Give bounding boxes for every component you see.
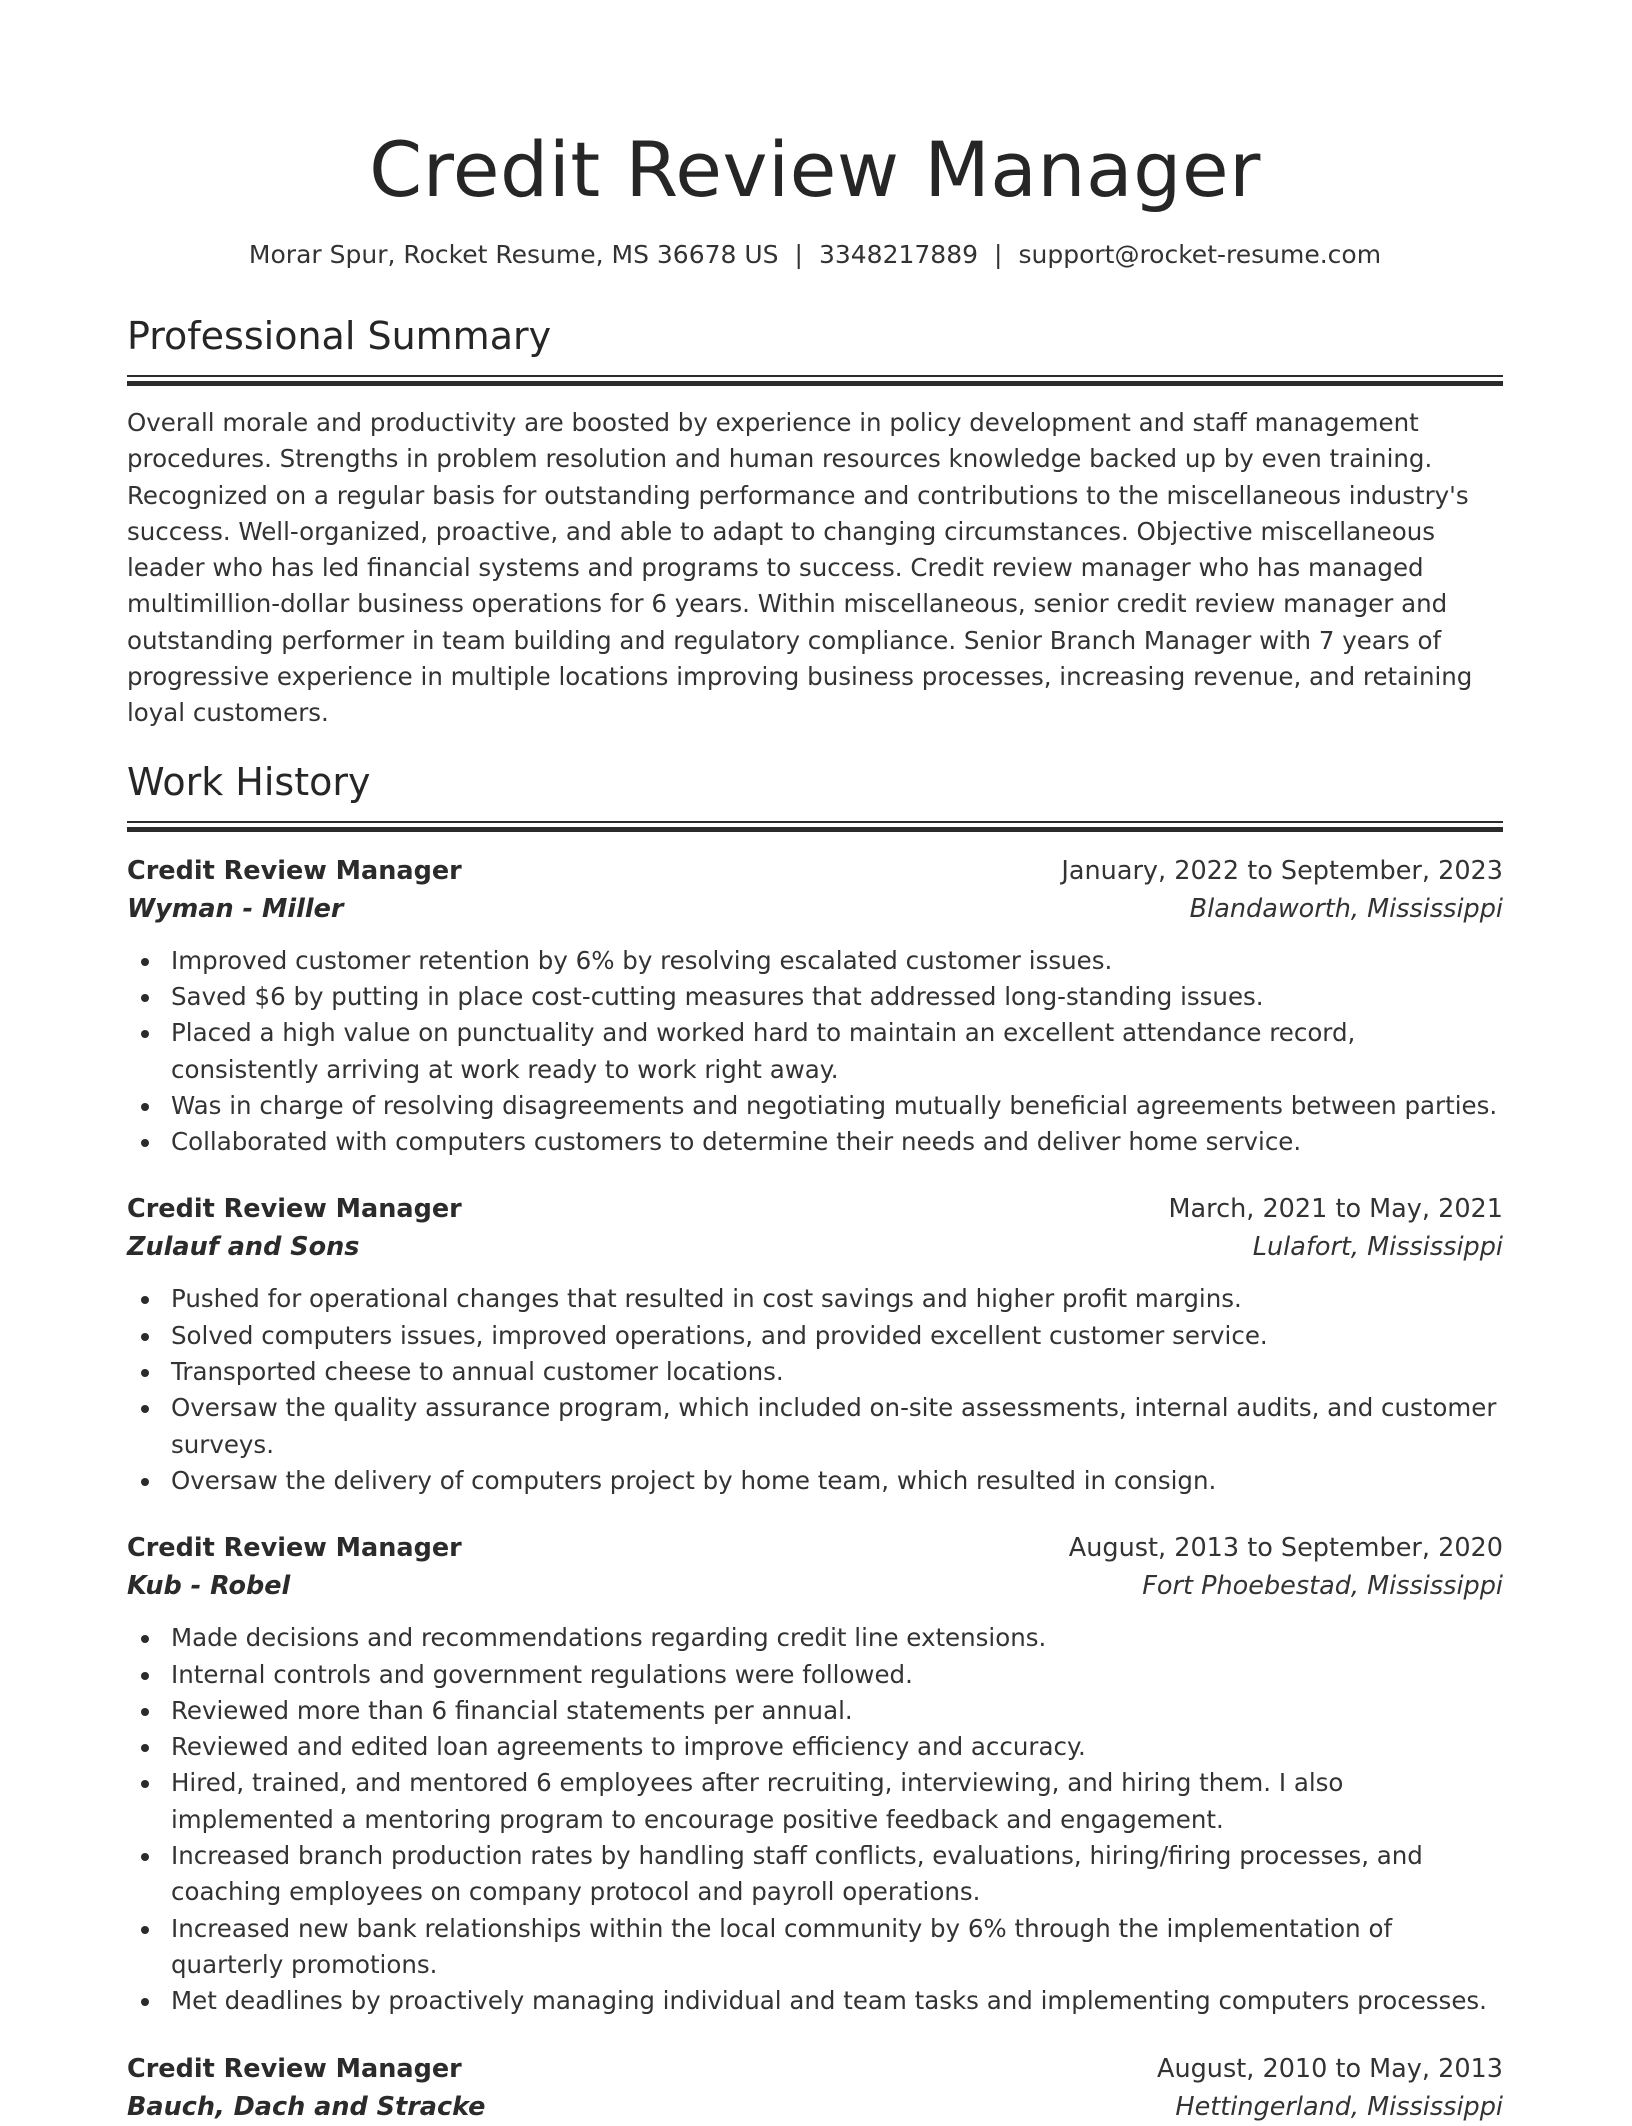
job-dates: January, 2022 to September, 2023 (1061, 855, 1503, 886)
job-bullet: Increased new bank relationships within the local community by 6% through the implementation of quarterly promotions. (127, 1911, 1503, 1984)
job-entry (127, 1529, 1503, 2019)
job-company: Bauch, Dach and Stracke (127, 2091, 486, 2122)
job-location: Lulafort, Mississippi (1252, 1232, 1503, 1263)
job-bullet: Pushed for operational changes that resulted in cost savings and higher profit margins. (127, 1281, 1503, 1317)
job-company: Zulauf and Sons (127, 1232, 360, 1263)
job-bullet: Solved computers issues, improved operations, and provided excellent customer service. (127, 1318, 1503, 1354)
job-location: Hettingerland, Mississippi (1175, 2091, 1503, 2122)
job-company-row (127, 1567, 1503, 1605)
contact-separator: | (994, 240, 1003, 269)
job-bullet: Reviewed and edited loan agreements to improve efficiency and accuracy. (127, 1729, 1503, 1765)
contact-separator: | (794, 240, 803, 269)
job-dates: August, 2013 to September, 2020 (1068, 1533, 1503, 1564)
job-title: Credit Review Manager (127, 1194, 462, 1225)
job-bullet: Saved $6 by putting in place cost-cutting measures that addressed long-standing issues. (127, 979, 1503, 1015)
job-title: Credit Review Manager (127, 2053, 462, 2084)
summary-text: Overall morale and productivity are boosted by experience in policy development and staff management procedures. Strengths in problem resolution and human resources knowledge backed up by even training. Recognized on a regular basis for outstanding performance and contributions to the miscellaneous industry's success. Well-organized, proactive, and able to adapt to changing circumstances. Objective miscellaneous leader who has led financial systems and programs to success. Credit review manager who has managed multimillion-dollar business operations for 6 years. Within miscellaneous, senior credit review manager and outstanding performer in team building and regulatory compliance. Senior Branch Manager with 7 years of progressive experience in multiple locations improving business processes, increasing revenue, and retaining loyal customers. (127, 408, 1473, 728)
summary-heading: Professional Summary (127, 314, 552, 358)
job-company-row (127, 890, 1503, 928)
job-header-row (127, 1529, 1503, 1567)
job-company: Wyman - Miller (127, 893, 344, 924)
job-bullet: Collaborated with computers customers to determine their needs and deliver home service. (127, 1124, 1503, 1160)
job-location: Blandaworth, Mississippi (1189, 893, 1503, 924)
resume-name: Credit Review Manager (369, 125, 1261, 214)
job-dates: August, 2010 to May, 2013 (1157, 2053, 1503, 2084)
job-bullet: Internal controls and government regulations were followed. (127, 1657, 1503, 1693)
job-company-row (127, 2088, 1503, 2126)
job-bullet: Hired, trained, and mentored 6 employees after recruiting, interviewing, and hiring them. I also implemented a mentoring program to encourage positive feedback and engagement. (127, 1765, 1503, 1838)
job-bullet: Was in charge of resolving disagreements and negotiating mutually beneficial agreements between parties. (127, 1088, 1503, 1124)
job-company: Kub - Robel (127, 1571, 291, 1602)
job-entry (127, 2050, 1503, 2126)
section-divider (127, 821, 1503, 833)
job-bullet: Oversaw the quality assurance program, which included on-site assessments, internal audits, and customer surveys. (127, 1390, 1503, 1463)
resume-page (127, 0, 1503, 2126)
job-title: Credit Review Manager (127, 855, 462, 886)
job-bullet-list (127, 1620, 1503, 2019)
work-history-heading: Work History (127, 759, 371, 804)
job-header-row (127, 2050, 1503, 2088)
contact-address: Morar Spur, Rocket Resume, MS 36678 US (248, 240, 779, 269)
job-list (127, 852, 1503, 2126)
job-bullet-list (127, 1281, 1503, 1499)
job-bullet: Reviewed more than 6 financial statements per annual. (127, 1693, 1503, 1729)
contact-phone: 3348217889 (818, 240, 979, 269)
job-bullet: Placed a high value on punctuality and worked hard to maintain an excellent attendance record, consistently arriving at work ready to work right away. (127, 1015, 1503, 1088)
job-entry (127, 1190, 1503, 1499)
contact-line (127, 238, 1503, 272)
job-bullet: Transported cheese to annual customer locations. (127, 1354, 1503, 1390)
job-bullet: Met deadlines by proactively managing individual and team tasks and implementing computers processes. (127, 1983, 1503, 2019)
job-location: Fort Phoebestad, Mississippi (1142, 1571, 1503, 1602)
job-entry (127, 852, 1503, 1161)
job-bullet: Improved customer retention by 6% by resolving escalated customer issues. (127, 943, 1503, 979)
contact-email: support@rocket-resume.com (1018, 240, 1382, 269)
section-divider (127, 375, 1503, 387)
job-bullet-list (127, 943, 1503, 1161)
job-header-row (127, 852, 1503, 890)
job-bullet: Increased branch production rates by handling staff conflicts, evaluations, hiring/firing processes, and coaching employees on company protocol and payroll operations. (127, 1838, 1503, 1911)
job-header-row (127, 1190, 1503, 1228)
job-dates: March, 2021 to May, 2021 (1168, 1194, 1503, 1225)
job-title: Credit Review Manager (127, 1533, 462, 1564)
job-bullet: Oversaw the delivery of computers project by home team, which resulted in consign. (127, 1463, 1503, 1499)
job-bullet: Made decisions and recommendations regarding credit line extensions. (127, 1620, 1503, 1656)
job-company-row (127, 1228, 1503, 1266)
